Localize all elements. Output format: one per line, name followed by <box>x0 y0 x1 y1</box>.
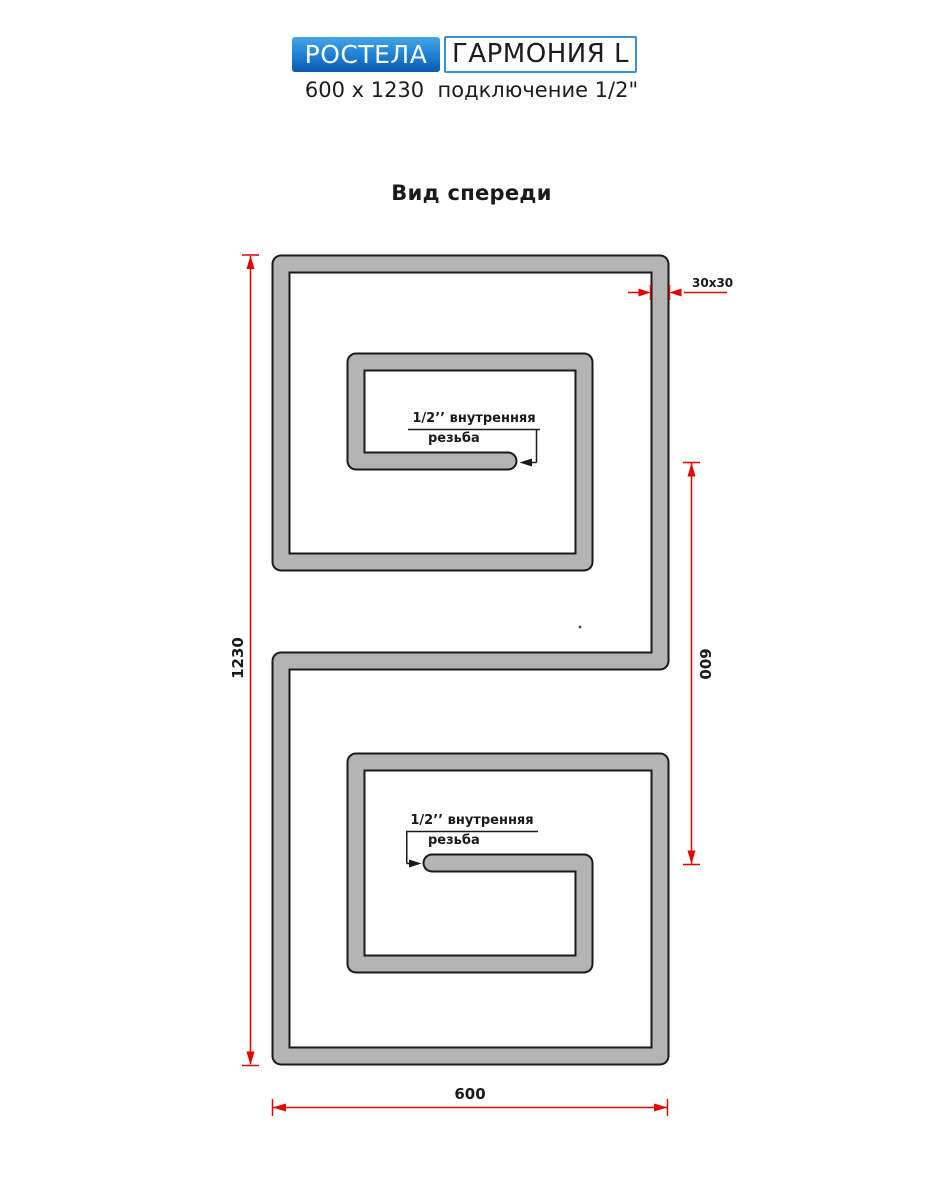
dim-width-label: 600 <box>454 1085 486 1103</box>
thread-label-top-line2: резьба <box>428 431 480 446</box>
size-subtitle: 600 х 1230 подключение 1/2" <box>304 78 639 102</box>
towel-rail-tube <box>281 264 660 1056</box>
model-badge: ГАРМОНИЯ L <box>444 36 637 73</box>
dim-spacing-label: 600 <box>696 648 714 680</box>
view-title: Вид спереди <box>391 181 552 205</box>
thread-label-bottom-line2: резьба <box>428 833 480 848</box>
dim-height-label: 1230 <box>229 637 247 679</box>
tube-fill-path <box>281 264 660 1056</box>
thread-label-top-line1: 1/2’’ внутренняя <box>412 411 536 426</box>
artifact-dot <box>579 626 582 629</box>
thread-label-bottom-line1: 1/2’’ внутренняя <box>410 813 534 828</box>
brand-logo: РОСТЕЛА <box>292 37 440 72</box>
tube-profile-label: 30x30 <box>692 276 734 290</box>
